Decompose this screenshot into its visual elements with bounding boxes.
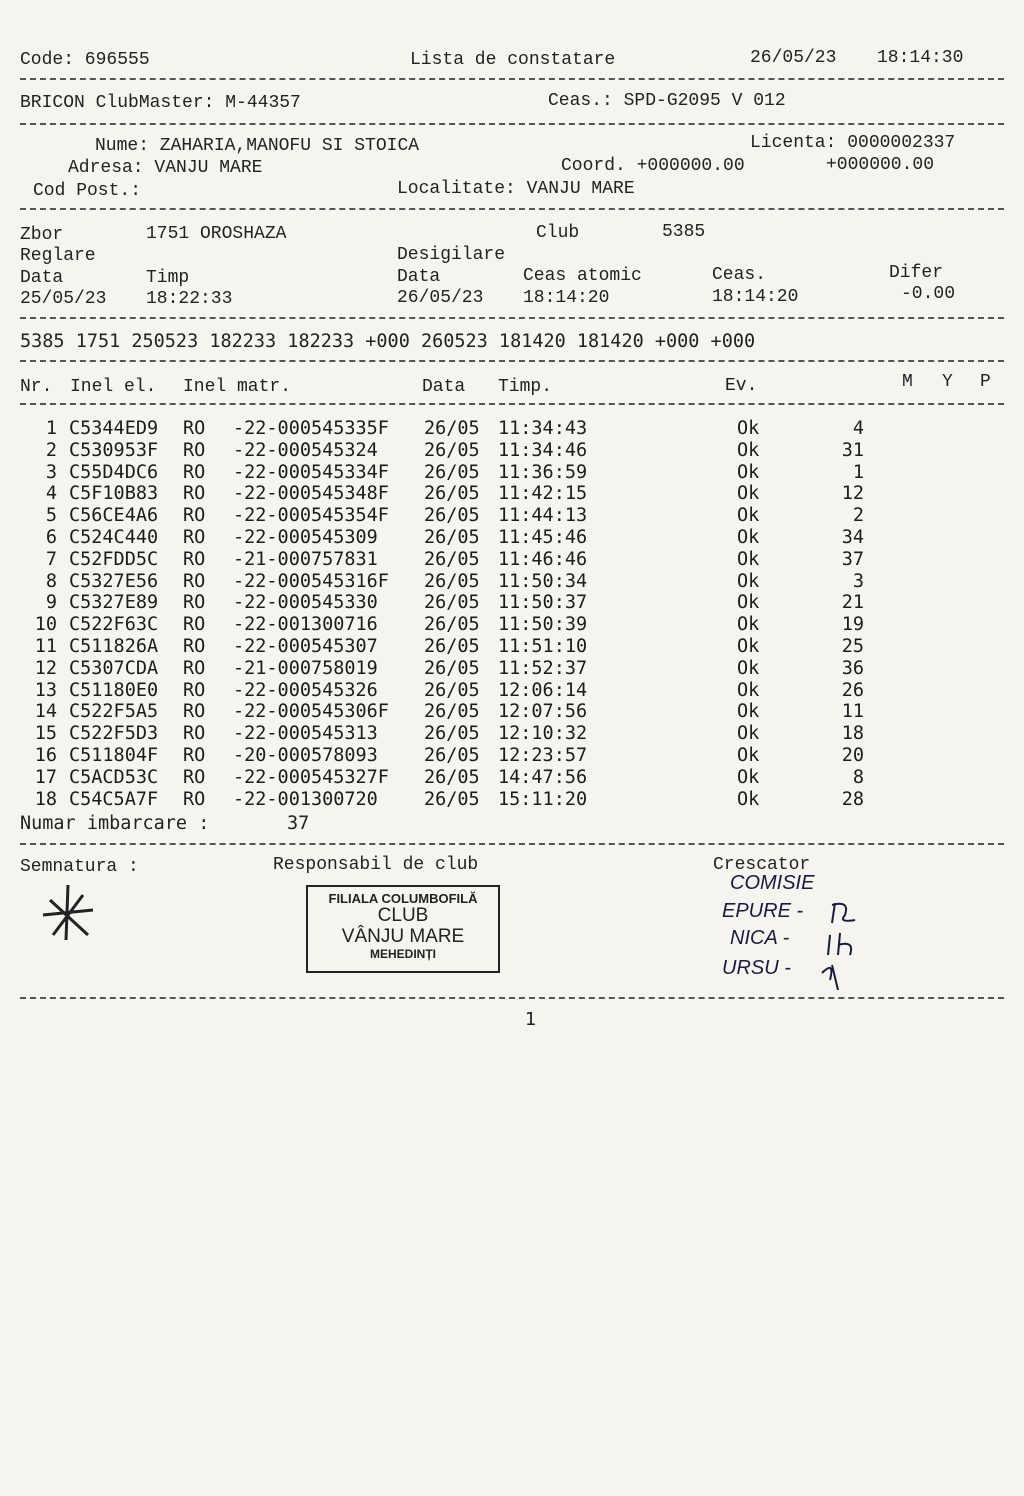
arrival-time: 11:34:43 <box>498 418 588 439</box>
arrival-date: 26/05 <box>424 418 480 439</box>
ring-number: -22-000545309 <box>233 527 378 548</box>
ring-number: -22-001300716 <box>233 614 378 636</box>
event-status: Ok <box>737 418 760 439</box>
arrival-date: 26/05 <box>424 461 480 483</box>
arrival-date: 26/05 <box>424 766 480 788</box>
print-time: 18:14:30 <box>877 48 964 68</box>
flight-name: 1751 OROSHAZA <box>146 224 287 244</box>
event-status: Ok <box>737 483 760 505</box>
rank: 37 <box>841 548 864 570</box>
table-row <box>0 418 1024 440</box>
electronic-ring: C522F5D3 <box>69 723 159 745</box>
licence: Licenta: 0000002337 <box>750 133 956 153</box>
arrival-date: 26/05 <box>424 548 480 570</box>
arrival-date: 26/05 <box>424 527 480 548</box>
event-status: Ok <box>737 614 760 636</box>
divider <box>20 360 1004 362</box>
table-row <box>0 636 1024 658</box>
event-status: Ok <box>737 592 760 614</box>
ring-number: -22-000545316F <box>233 570 389 592</box>
handwritten-name: URSU - <box>722 957 791 979</box>
atomic-clock-label: Ceas atomic <box>523 266 642 286</box>
electronic-ring: C530953F <box>69 439 159 461</box>
table-row <box>0 483 1024 505</box>
owner-name: Nume: ZAHARIA,MANOFU SI STOICA <box>95 136 420 156</box>
table-row <box>0 462 1024 484</box>
country: RO <box>183 679 206 701</box>
table-row <box>0 745 1024 767</box>
rank: 1 <box>852 461 864 483</box>
country: RO <box>183 636 206 657</box>
atomic-time: 18:14:20 <box>523 288 610 308</box>
device-model: BRICON ClubMaster: M-44357 <box>20 93 301 113</box>
reglare-time: 18:22:33 <box>146 289 233 309</box>
row-number: 3 <box>45 461 57 483</box>
col-time: Timp. <box>498 377 553 397</box>
event-status: Ok <box>737 461 760 483</box>
reglare-date: 25/05/23 <box>20 289 107 309</box>
col-p: P <box>980 372 991 392</box>
event-status: Ok <box>737 679 760 701</box>
arrival-time: 11:50:34 <box>498 570 588 592</box>
country: RO <box>183 701 206 723</box>
stamp-line: VÂNJU MARE <box>341 926 465 948</box>
country: RO <box>183 527 206 548</box>
clock-time: 18:14:20 <box>712 287 799 307</box>
rank: 4 <box>852 418 864 439</box>
rank: 19 <box>841 614 864 636</box>
electronic-ring: C5327E89 <box>69 592 159 614</box>
row-number: 16 <box>34 745 57 766</box>
ring-number: -21-000758019 <box>233 657 378 679</box>
arrival-date: 26/05 <box>424 614 480 636</box>
table-row <box>0 701 1024 723</box>
country: RO <box>183 723 206 745</box>
row-number: 13 <box>34 679 57 701</box>
arrival-date: 26/05 <box>424 592 480 614</box>
handwritten-name: NICA - <box>730 927 790 949</box>
ring-number: -22-001300720 <box>233 788 378 810</box>
difference-label: Difer <box>889 263 944 283</box>
rank: 18 <box>841 723 864 745</box>
arrival-date: 26/05 <box>424 483 480 505</box>
handwritten-name: EPURE - <box>722 900 804 922</box>
table-row <box>0 527 1024 549</box>
arrival-date: 26/05 <box>424 745 480 766</box>
desigilare-label: Desigilare <box>397 245 506 265</box>
electronic-ring: C54C5A7F <box>69 788 159 810</box>
event-status: Ok <box>737 723 760 745</box>
electronic-ring: C511804F <box>69 745 159 766</box>
table-row <box>0 571 1024 593</box>
event-status: Ok <box>737 548 760 570</box>
row-number: 2 <box>45 439 57 461</box>
col-date: Data <box>422 377 466 397</box>
event-status: Ok <box>737 439 760 461</box>
club-number: 5385 <box>662 222 706 242</box>
rank: 20 <box>841 745 864 766</box>
postal-code: Cod Post.: <box>33 181 142 201</box>
arrival-date: 26/05 <box>424 636 480 657</box>
event-status: Ok <box>737 527 760 548</box>
table-row <box>0 723 1024 745</box>
country: RO <box>183 439 206 461</box>
ring-number: -22-000545307 <box>233 636 378 657</box>
electronic-ring: C52FDD5C <box>69 548 159 570</box>
club-label: Club <box>536 223 580 243</box>
arrival-date: 26/05 <box>424 723 480 745</box>
arrival-time: 11:34:46 <box>498 439 588 461</box>
rank: 26 <box>841 679 864 701</box>
rank: 11 <box>841 701 864 723</box>
arrival-date: 26/05 <box>424 788 480 810</box>
electronic-ring: C55D4DC6 <box>69 461 159 483</box>
rank: 25 <box>841 636 864 657</box>
row-number: 15 <box>34 723 57 745</box>
country: RO <box>183 766 206 788</box>
total-label: Numar imbarcare : <box>20 813 210 834</box>
difference-value: -0.00 <box>901 284 956 304</box>
ring-number: -22-000545348F <box>233 483 389 505</box>
stamp-line: CLUB <box>377 905 429 927</box>
row-number: 4 <box>45 483 57 505</box>
arrival-time: 12:10:32 <box>498 723 588 745</box>
country: RO <box>183 548 206 570</box>
ring-number: -22-000545354F <box>233 505 389 527</box>
event-status: Ok <box>737 766 760 788</box>
country: RO <box>183 592 206 614</box>
col-ev: Ev. <box>725 376 758 396</box>
stamp-line: FILIALA COLUMBOFILĂ <box>328 891 478 906</box>
country: RO <box>183 614 206 636</box>
ring-number: -22-000545334F <box>233 461 389 483</box>
breeder-label: Crescator <box>713 855 811 875</box>
rank: 2 <box>852 505 864 527</box>
table-row <box>0 614 1024 636</box>
row-number: 12 <box>34 657 57 679</box>
arrival-time: 14:47:56 <box>498 766 588 788</box>
arrival-time: 11:46:46 <box>498 548 588 570</box>
arrival-time: 15:11:20 <box>498 788 588 810</box>
col-m: M <box>902 372 913 392</box>
country: RO <box>183 505 206 527</box>
electronic-ring: C5327E56 <box>69 570 159 592</box>
col-ring: Inel matr. <box>183 377 292 397</box>
arrival-date: 26/05 <box>424 679 480 701</box>
col-y: Y <box>942 372 953 392</box>
rank: 3 <box>852 570 864 592</box>
timp-label: Timp <box>146 268 190 288</box>
event-status: Ok <box>737 505 760 527</box>
table-row <box>0 592 1024 614</box>
handwritten-commission: COMISIE <box>730 872 815 894</box>
coord2: +000000.00 <box>826 155 935 175</box>
event-status: Ok <box>737 701 760 723</box>
stamp-line: MEHEDINȚI <box>370 947 436 962</box>
total-value: 37 <box>287 813 310 834</box>
col-ring-el: Inel el. <box>70 377 157 397</box>
table-row <box>0 440 1024 462</box>
club-stamp <box>306 885 500 973</box>
row-number: 11 <box>34 636 57 657</box>
initials-icon <box>810 895 870 990</box>
electronic-ring: C5344ED9 <box>69 418 159 439</box>
divider <box>20 997 1004 999</box>
arrival-time: 11:45:46 <box>498 527 588 548</box>
divider <box>20 843 1004 845</box>
row-number: 18 <box>34 788 57 810</box>
country: RO <box>183 483 206 505</box>
signature-icon <box>38 880 98 945</box>
code: Code: 696555 <box>20 50 150 70</box>
arrival-date: 26/05 <box>424 439 480 461</box>
row-number: 8 <box>45 570 57 592</box>
row-number: 5 <box>45 505 57 527</box>
responsible-label: Responsabil de club <box>273 855 479 875</box>
ring-number: -22-000545326 <box>233 679 378 701</box>
rank: 21 <box>841 592 864 614</box>
arrival-time: 11:42:15 <box>498 483 588 505</box>
rank: 31 <box>841 439 864 461</box>
event-status: Ok <box>737 657 760 679</box>
event-status: Ok <box>737 570 760 592</box>
page-number: 1 <box>525 1009 537 1030</box>
electronic-ring: C51180E0 <box>69 679 159 701</box>
ring-number: -22-000545335F <box>233 418 389 439</box>
table-row <box>0 658 1024 680</box>
electronic-ring: C522F5A5 <box>69 701 159 723</box>
table-row <box>0 767 1024 789</box>
row-number: 1 <box>45 418 57 439</box>
signature-label: Semnatura : <box>20 857 139 877</box>
zbor-label: Zbor <box>20 225 64 245</box>
country: RO <box>183 570 206 592</box>
address: Adresa: VANJU MARE <box>68 158 263 178</box>
table-row <box>0 549 1024 571</box>
rank: 36 <box>841 657 864 679</box>
row-number: 6 <box>45 527 57 548</box>
table-row <box>0 505 1024 527</box>
arrival-date: 26/05 <box>424 505 480 527</box>
arrival-time: 11:51:10 <box>498 636 588 657</box>
divider <box>20 403 1004 405</box>
electronic-ring: C5ACD53C <box>69 766 159 788</box>
ring-number: -20-000578093 <box>233 745 378 766</box>
divider <box>20 208 1004 210</box>
row-number: 17 <box>34 766 57 788</box>
arrival-date: 26/05 <box>424 701 480 723</box>
country: RO <box>183 418 206 439</box>
desigilare-date: 26/05/23 <box>397 288 484 308</box>
rank: 34 <box>841 527 864 548</box>
electronic-ring: C56CE4A6 <box>69 505 159 527</box>
ring-number: -22-000545330 <box>233 592 378 614</box>
electronic-ring: C511826A <box>69 636 159 657</box>
electronic-ring: C524C440 <box>69 527 159 548</box>
divider <box>20 78 1004 80</box>
ring-number: -22-000545313 <box>233 723 378 745</box>
event-status: Ok <box>737 745 760 766</box>
arrival-time: 12:06:14 <box>498 679 588 701</box>
country: RO <box>183 461 206 483</box>
clock-label: Ceas. <box>712 265 767 285</box>
row-number: 10 <box>34 614 57 636</box>
electronic-ring: C522F63C <box>69 614 159 636</box>
table-row <box>0 789 1024 811</box>
arrival-time: 11:52:37 <box>498 657 588 679</box>
data-label: Data <box>397 267 441 287</box>
print-date: 26/05/23 <box>750 48 837 68</box>
arrival-time: 12:23:57 <box>498 745 588 766</box>
rank: 28 <box>841 788 864 810</box>
coord: Coord. +000000.00 <box>561 156 745 176</box>
ring-number: -22-000545306F <box>233 701 389 723</box>
rank: 12 <box>841 483 864 505</box>
row-number: 9 <box>45 592 57 614</box>
event-status: Ok <box>737 788 760 810</box>
row-number: 14 <box>34 701 57 723</box>
data-label: Data <box>20 268 64 288</box>
country: RO <box>183 745 206 766</box>
event-status: Ok <box>737 636 760 657</box>
ring-number: -21-000757831 <box>233 548 378 570</box>
divider <box>20 317 1004 319</box>
ring-number: -22-000545324 <box>233 439 378 461</box>
code-line: 5385 1751 250523 182233 182233 +000 260523 181420 181420 +000 +000 <box>20 331 756 352</box>
arrival-date: 26/05 <box>424 657 480 679</box>
arrival-time: 11:44:13 <box>498 505 588 527</box>
country: RO <box>183 657 206 679</box>
locality: Localitate: VANJU MARE <box>397 179 635 199</box>
electronic-ring: C5307CDA <box>69 657 159 679</box>
rank: 8 <box>852 766 864 788</box>
clock-id: Ceas.: SPD-G2095 V 012 <box>548 91 786 111</box>
reglare-label: Reglare <box>20 246 96 266</box>
doc-title: Lista de constatare <box>410 50 616 70</box>
electronic-ring: C5F10B83 <box>69 483 159 505</box>
arrival-time: 11:36:59 <box>498 461 588 483</box>
row-number: 7 <box>45 548 57 570</box>
divider <box>20 123 1004 125</box>
arrival-date: 26/05 <box>424 570 480 592</box>
arrival-time: 11:50:37 <box>498 592 588 614</box>
col-nr: Nr. <box>20 377 53 397</box>
ring-number: -22-000545327F <box>233 766 389 788</box>
table-row <box>0 680 1024 702</box>
arrival-time: 12:07:56 <box>498 701 588 723</box>
country: RO <box>183 788 206 810</box>
arrival-time: 11:50:39 <box>498 614 588 636</box>
